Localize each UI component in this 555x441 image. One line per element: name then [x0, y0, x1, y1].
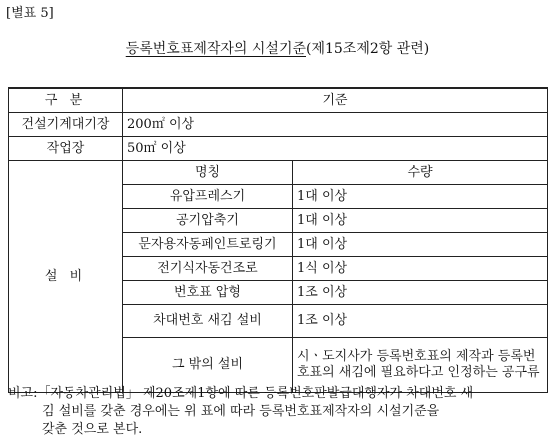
title-reference: (제15조제2항 관련) — [306, 41, 430, 57]
equipment-col-qty: 수량 — [293, 161, 548, 185]
equipment-name: 유압프레스기 — [123, 185, 293, 209]
equipment-qty: 1대 이상 — [293, 233, 548, 257]
equipment-label: 설 비 — [9, 161, 123, 393]
remark-note — [8, 385, 550, 439]
equipment-name: 문자용자동페인트로링기 — [123, 233, 293, 257]
remark-lead: 비고: — [8, 386, 38, 401]
table-header-row — [9, 88, 548, 113]
header-category: 구 분 — [9, 88, 123, 113]
row-value: 50㎡ 이상 — [123, 137, 548, 161]
annex-tag: [별표 5] — [6, 6, 54, 21]
document-title — [0, 38, 555, 58]
row-label: 작업장 — [9, 137, 123, 161]
equipment-qty: 1대 이상 — [293, 209, 548, 233]
equipment-header-row — [9, 161, 548, 185]
equipment-qty: 1조 이상 — [293, 281, 548, 305]
equipment-name: 차대번호 새김 설비 — [123, 305, 293, 338]
equipment-qty: 1식 이상 — [293, 257, 548, 281]
remark-line-1: 「자동차관리법」 제20조제1항에 따른 등록번호판발급대행자가 차대번호 새 — [37, 386, 474, 401]
remark-line-2: 김 설비를 갖춘 경우에는 위 표에 따라 등록번호표제작자의 시설기준을 — [42, 404, 440, 419]
header-standard: 기준 — [123, 88, 548, 113]
table-row — [9, 137, 548, 161]
equipment-qty: 시ㆍ도지사가 등록번호표의 제작과 등록번호표의 새김에 필요하다고 인정하는 공구류 — [293, 338, 548, 393]
equipment-col-name: 명칭 — [123, 161, 293, 185]
title-main: 등록번호표제작자의 시설기준 — [125, 41, 306, 57]
equipment-name: 그 밖의 설비 — [123, 338, 293, 393]
equipment-name: 공기압축기 — [123, 209, 293, 233]
equipment-qty: 1조 이상 — [293, 305, 548, 338]
table-row — [9, 113, 548, 137]
equipment-name: 번호표 압형 — [123, 281, 293, 305]
remark-line-3: 갖춘 것으로 본다. — [42, 422, 143, 437]
row-value: 200㎡ 이상 — [123, 113, 548, 137]
equipment-qty: 1대 이상 — [293, 185, 548, 209]
facility-standards-table — [8, 87, 548, 393]
row-label: 건설기계대기장 — [9, 113, 123, 137]
equipment-name: 전기식자동건조로 — [123, 257, 293, 281]
